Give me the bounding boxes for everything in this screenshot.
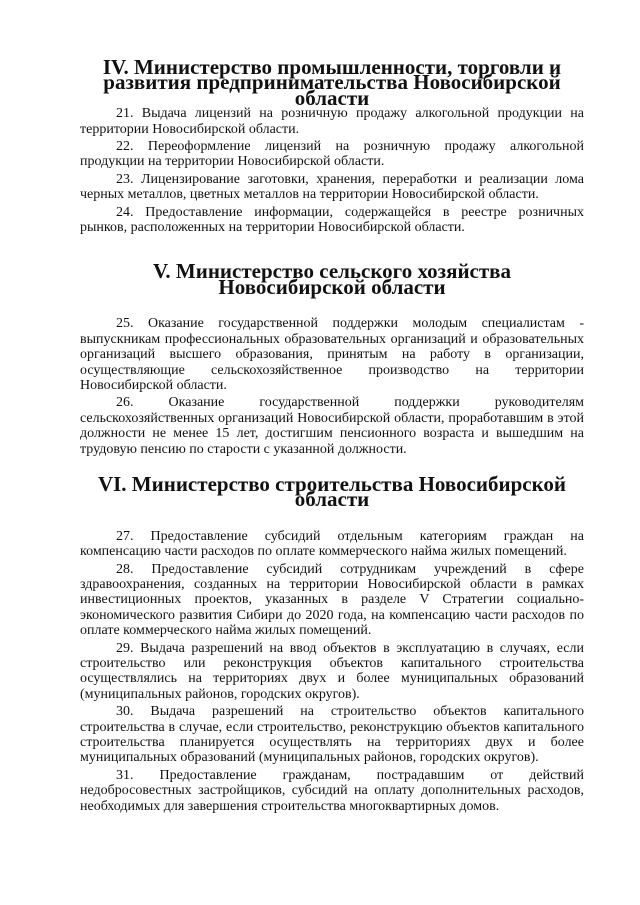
list-item: 24. Предоставление информации, содержащейся в реестре розничных рынков, расположенных на территории Новосибирской области. [80,204,584,236]
list-item: 28. Предоставление субсидий сотрудникам учреждений в сфере здравоохранения, созданных на территории Новосибирской области в рамках инвестиционных проектов, указанных в разделе V Стратегии социально-экономического развития Сибири до 2020 года, на компенсацию части расходов по оплате коммерческого найма жилых помещений. [80,561,584,639]
list-item: 22. Переоформление лицензий на розничную продажу алкогольной продукции на территории Новосибирской области. [80,139,584,170]
section-title: V. Министерство сельского хозяйства Новосибирской области [152,259,512,299]
section-ministry-construction [80,471,584,814]
list-item: 26. Оказание государственной поддержки руководителям сельскохозяйственных организаций Новосибирской области, проработавшим в этой должности не менее 15 лет, достигшим пенсионного возраста и вышедшим на трудовую пенсию по старости с указанной должности. [80,395,584,457]
list-item: 21. Выдача лицензий на розничную продажу алкогольной продукции на территории Новосибирской области. [80,106,584,137]
list-item: 25. Оказание государственной поддержки молодым специалистам - выпускникам профессиональных образовательных организаций и образовательных организаций высшего образования, принятым на работу в организации, осуществляющие сельскохозяйственное производство на территории Новосибирской области. [80,316,584,393]
section-title: IV. Министерство промышленности, торговли и развития предпринимательства Новосибирской области [102,55,562,110]
list-item: 23. Лицензирование заготовки, хранения, переработки и реализации лома черных металлов, цветных металлов на территории Новосибирской области. [80,171,584,203]
list-item: 27. Предоставление субсидий отдельным категориям граждан на компенсацию части расходов по оплате коммерческого найма жилых помещений. [80,528,584,560]
section-ministry-industry [80,55,584,236]
section-ministry-agriculture [80,259,584,457]
section-title: VI. Министерство строительства Новосибирской области [97,471,567,512]
list-item: 30. Выдача разрешений на строительство объектов капитального строительства в случае, если строительство, реконструкцию объектов капитального строительства планируется осуществлять на территориях двух и более муниципальных образований (муниципальных районов, городских округов). [80,704,584,766]
list-item: 29. Выдача разрешений на ввод объектов в эксплуатацию в случаях, если строительство или реконструкция объектов капитального строительства осуществлялись на территориях двух и более муниципальных образований (муниципальных районов, городских округов). [80,640,584,702]
list-item: 31. Предоставление гражданам, пострадавшим от действий недобросовестных застройщиков, субсидий на оплату дополнительных расходов, необходимых для завершения строительства многоквартирных домов. [80,767,584,814]
